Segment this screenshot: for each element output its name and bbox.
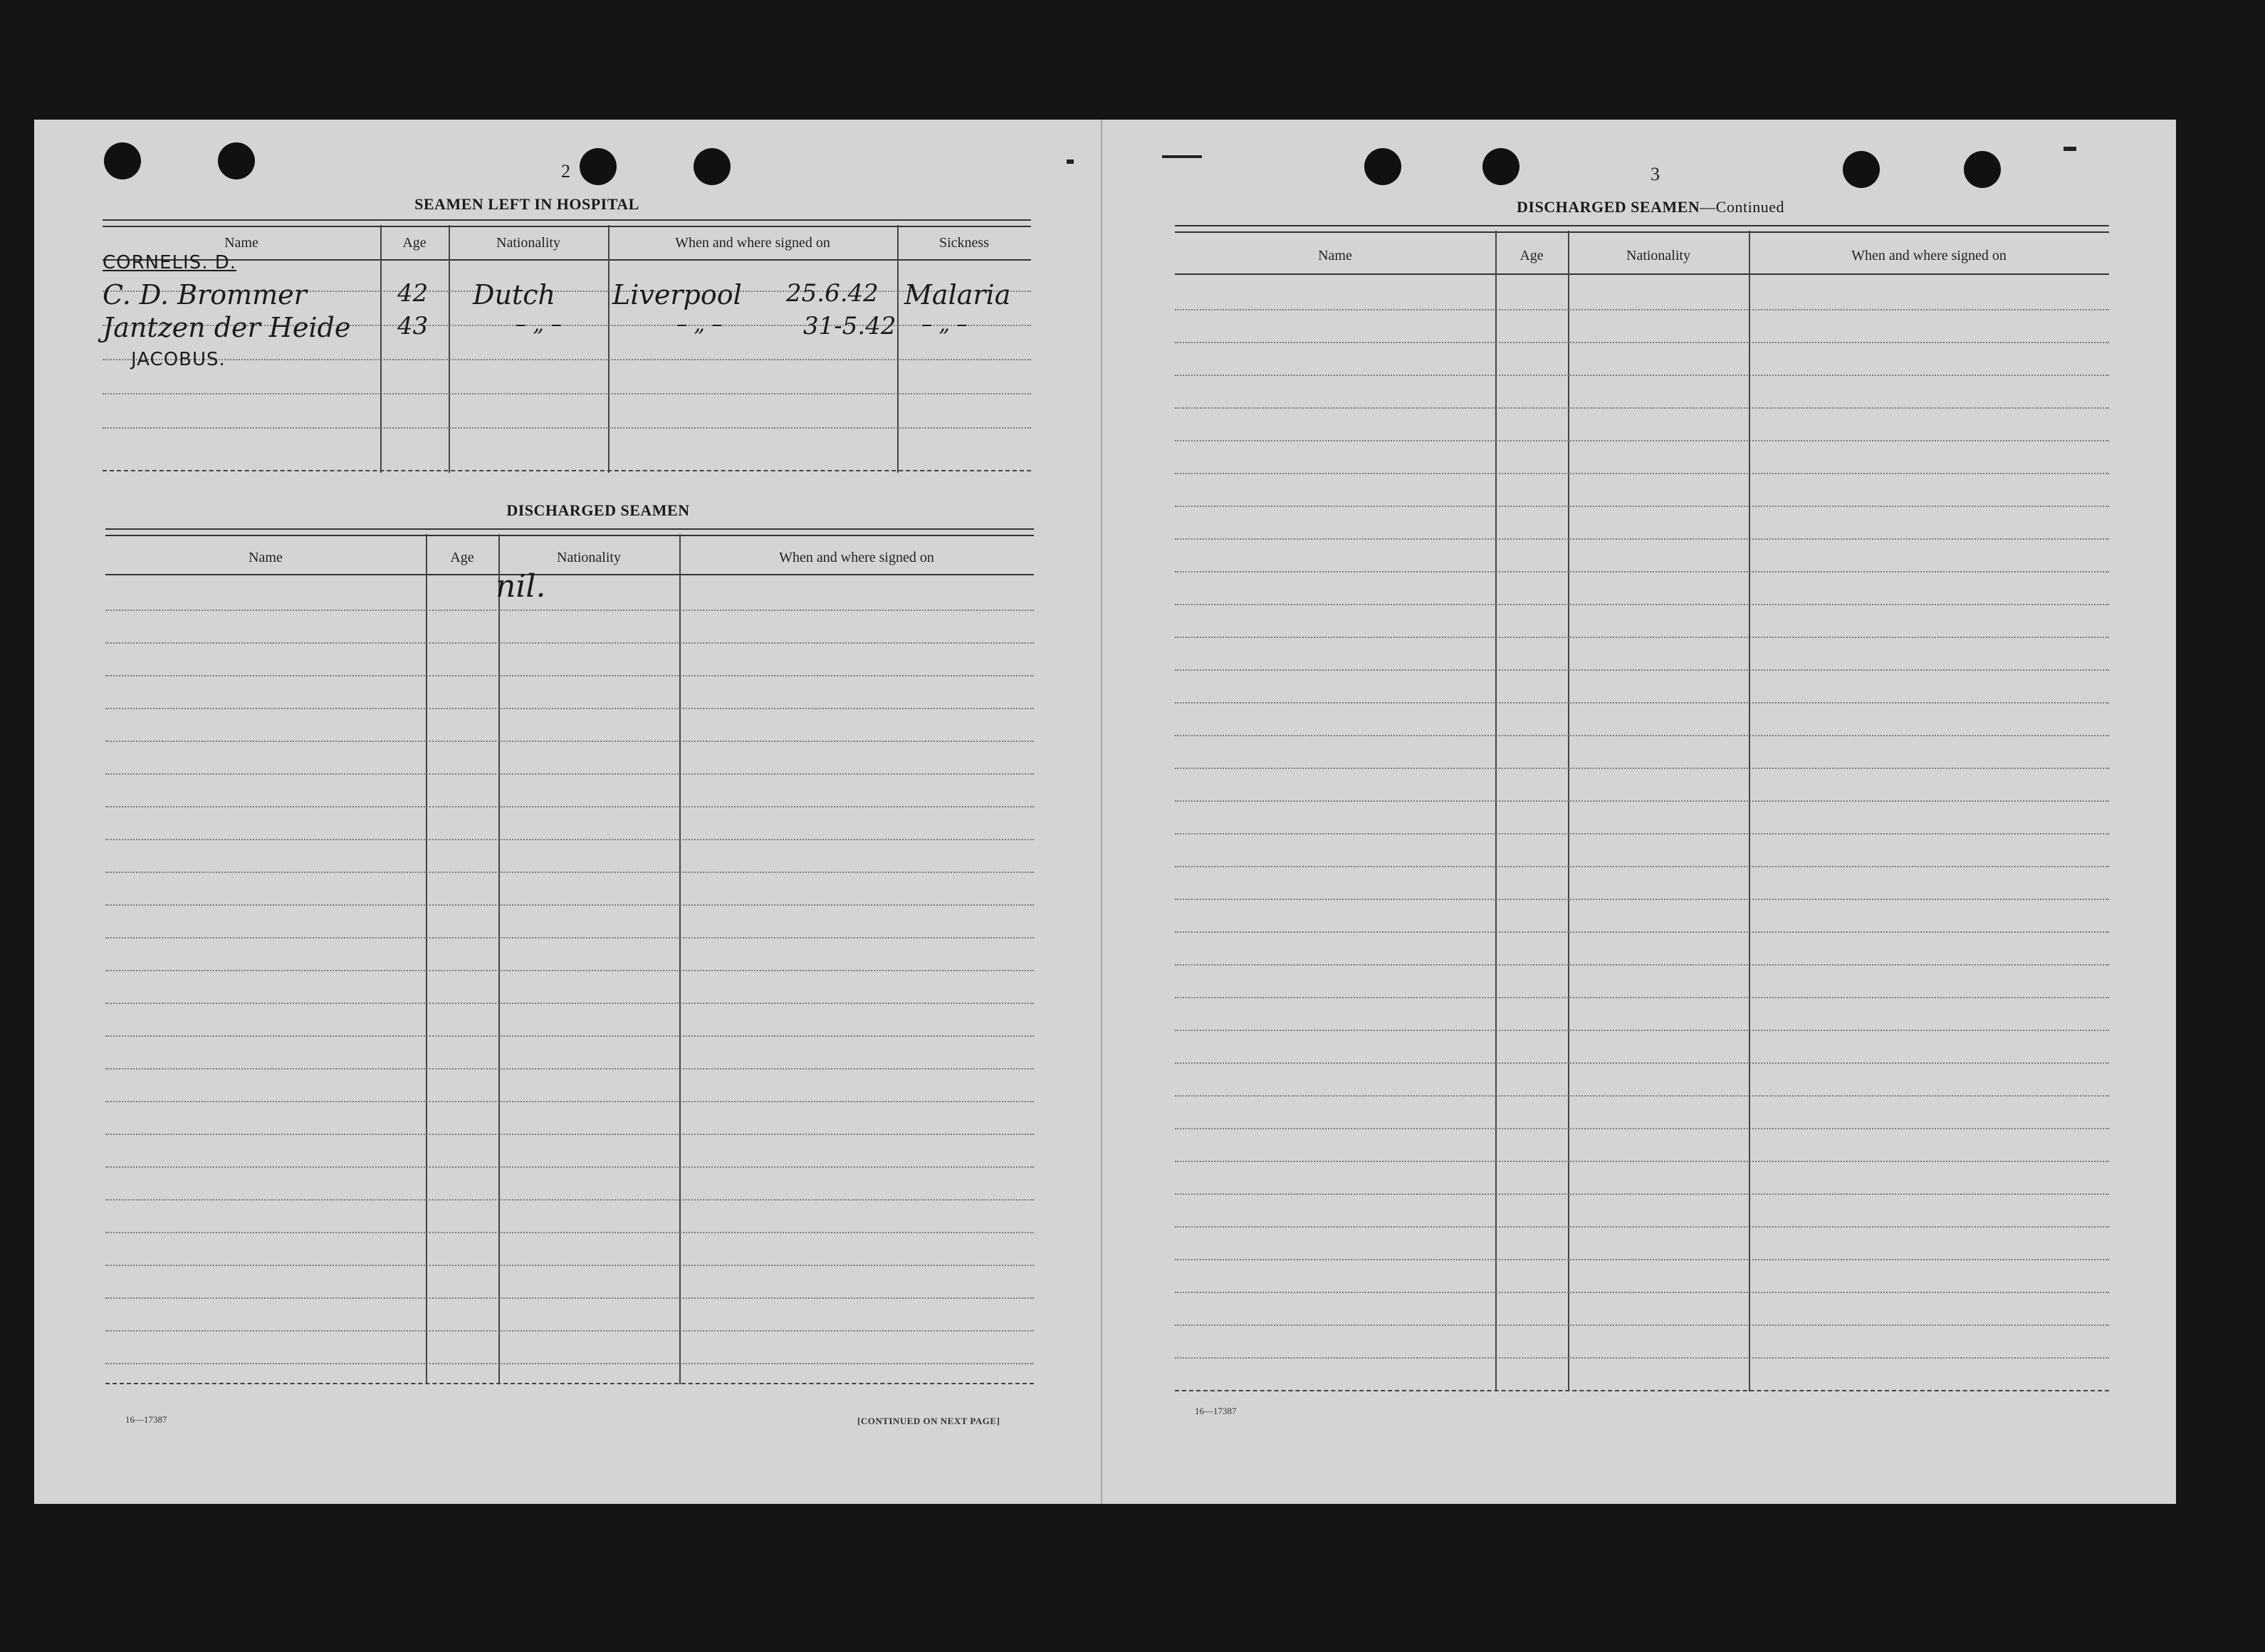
table-bottom-rule: [103, 470, 1031, 471]
entry-age: 43: [397, 312, 429, 340]
row-line: [1175, 375, 2109, 376]
row-line: [1175, 702, 2109, 704]
row-line: [105, 1363, 1034, 1364]
entry-age: 42: [397, 279, 429, 308]
scan-mark: [1067, 160, 1074, 164]
row-line: [105, 1101, 1034, 1102]
table-bottom-rule: [105, 1383, 1034, 1384]
row-line: [105, 872, 1034, 873]
row-line: [103, 427, 1031, 429]
row-line: [1175, 342, 2109, 343]
col-header-name: Name: [1318, 248, 1352, 263]
row-line: [1175, 571, 2109, 573]
table-top-rule: [105, 528, 1034, 536]
column-divider: [1568, 231, 1569, 1391]
col-header-name: Name: [249, 550, 283, 565]
row-line: [105, 1330, 1034, 1332]
row-line: [105, 1068, 1034, 1070]
row-line: [1175, 899, 2109, 900]
title-main: DISCHARGED SEAMEN: [1517, 198, 1700, 216]
punch-hole: [1364, 148, 1401, 185]
row-line: [105, 806, 1034, 807]
row-line: [1175, 1161, 2109, 1162]
col-header-age: Age: [450, 550, 474, 565]
row-line: [105, 1134, 1034, 1135]
row-line: [1175, 1062, 2109, 1064]
entry-sickness: Malaria: [904, 279, 1011, 310]
header-rule: [1175, 273, 2109, 275]
row-line: [1175, 1128, 2109, 1129]
column-divider: [498, 534, 500, 1384]
row-line: [1175, 768, 2109, 769]
punch-hole: [580, 148, 617, 185]
col-header-name: Name: [224, 235, 258, 251]
entry-place: – „ –: [676, 312, 723, 337]
row-line: [1175, 1030, 2109, 1031]
hospital-table: [103, 219, 1031, 476]
column-divider: [426, 534, 427, 1384]
row-line: [1175, 637, 2109, 638]
row-line: [1175, 604, 2109, 605]
row-line: [105, 610, 1034, 611]
col-header-signed-on: When and where signed on: [675, 235, 830, 251]
col-header-age: Age: [1519, 248, 1544, 263]
punch-hole: [1964, 151, 2001, 188]
punch-hole: [104, 142, 141, 179]
row-line: [105, 708, 1034, 709]
document-sheet: [34, 120, 2176, 1504]
column-divider: [608, 225, 610, 473]
column-divider: [897, 225, 899, 473]
header-rule: [103, 259, 1031, 261]
row-line: [1175, 833, 2109, 835]
row-line: [105, 773, 1034, 775]
entry-date: 25.6.42: [786, 279, 879, 308]
scan-mark: [1162, 155, 1202, 158]
row-line: [1175, 931, 2109, 933]
col-header-nationality: Nationality: [1626, 248, 1690, 263]
entry-name: Jantzen der Heide: [103, 312, 351, 343]
entry-place: Liverpool: [612, 279, 742, 310]
row-line: [1175, 1226, 2109, 1228]
row-line: [105, 1003, 1034, 1004]
row-line: [105, 904, 1034, 906]
row-line: [105, 675, 1034, 676]
entry-name: C. D. Brommer: [103, 279, 307, 310]
table-top-rule: [103, 219, 1031, 227]
punch-hole: [218, 142, 255, 179]
nil-note: nil.: [496, 568, 546, 605]
title-suffix: —Continued: [1700, 198, 1784, 216]
entry-date: 31-5.42: [803, 312, 896, 340]
row-line: [1175, 735, 2109, 736]
row-line: [105, 970, 1034, 971]
row-line: [1175, 538, 2109, 540]
header-rule: [105, 574, 1034, 575]
row-line: [1175, 997, 2109, 998]
form-code: 16—17387: [1195, 1406, 1237, 1416]
row-line: [1175, 1193, 2109, 1195]
row-line: [1175, 964, 2109, 966]
scan-mark: [2063, 147, 2076, 151]
col-header-sickness: Sickness: [939, 235, 989, 251]
table-bottom-rule: [1175, 1390, 2109, 1391]
row-line: [1175, 800, 2109, 802]
row-line: [105, 1199, 1034, 1201]
entry-nationality: Dutch: [473, 279, 555, 310]
row-line: [1175, 1259, 2109, 1260]
row-line: [1175, 407, 2109, 409]
entry-name-typed: JACOBUS.: [131, 349, 226, 370]
col-header-signed-on: When and where signed on: [779, 550, 934, 565]
entry-name-typed: CORNELIS. D.: [103, 252, 237, 273]
punch-hole: [1843, 151, 1880, 188]
row-line: [1175, 669, 2109, 671]
row-line: [1175, 1095, 2109, 1097]
row-line: [1175, 1357, 2109, 1359]
row-line: [1175, 866, 2109, 867]
entry-sickness: – „ –: [921, 312, 968, 337]
page-number-right: 3: [1651, 164, 1660, 184]
col-header-nationality: Nationality: [557, 550, 621, 565]
row-line: [105, 642, 1034, 644]
column-divider: [380, 225, 382, 473]
col-header-signed-on: When and where signed on: [1851, 248, 2007, 263]
discharged-continued-title: [1494, 198, 1807, 216]
row-line: [1175, 440, 2109, 441]
discharged-table: [105, 528, 1034, 1404]
col-header-nationality: Nationality: [496, 235, 560, 251]
row-line: [105, 937, 1034, 939]
hospital-section-title: SEAMEN LEFT IN HOSPITAL: [414, 195, 639, 213]
row-line: [1175, 1292, 2109, 1293]
row-line: [103, 359, 1031, 360]
row-line: [105, 1035, 1034, 1037]
row-line: [105, 1265, 1034, 1266]
discharged-continued-table: [1175, 225, 2109, 1407]
row-line: [105, 1232, 1034, 1233]
punch-hole: [694, 148, 731, 185]
column-divider: [1495, 231, 1497, 1391]
row-line: [1175, 309, 2109, 310]
column-divider: [679, 534, 681, 1384]
row-line: [1175, 1324, 2109, 1326]
row-line: [105, 741, 1034, 742]
form-code: 16—17387: [125, 1414, 167, 1425]
row-line: [1175, 506, 2109, 507]
column-divider: [449, 225, 450, 473]
continued-note: [CONTINUED ON NEXT PAGE]: [857, 1416, 1000, 1426]
column-divider: [1749, 231, 1750, 1391]
page-fold: [1101, 120, 1102, 1504]
row-line: [105, 839, 1034, 840]
table-top-rule: [1175, 225, 2109, 233]
row-line: [105, 1166, 1034, 1168]
row-line: [103, 393, 1031, 394]
discharged-section-title: DISCHARGED SEAMEN: [506, 501, 690, 519]
entry-nationality: – „ –: [516, 312, 562, 337]
row-line: [1175, 473, 2109, 474]
col-header-age: Age: [402, 235, 427, 251]
page-number-left: 2: [561, 161, 570, 182]
row-line: [105, 1297, 1034, 1299]
punch-hole: [1482, 148, 1519, 185]
